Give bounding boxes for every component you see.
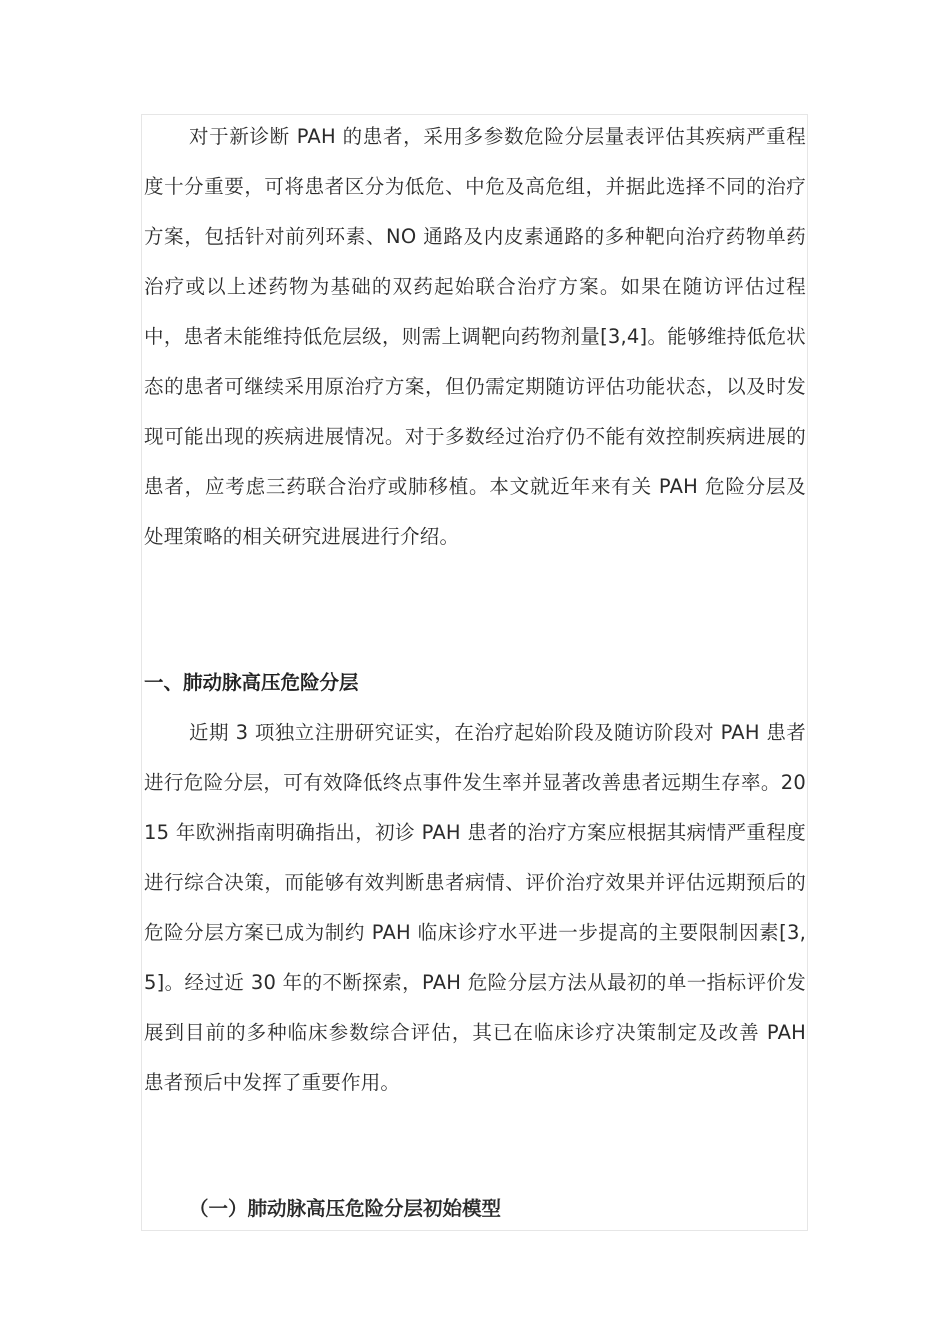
subsection-heading: （一）肺动脉高压危险分层初始模型 (189, 1197, 502, 1220)
section-heading: 一、肺动脉高压危险分层 (144, 671, 359, 694)
intro-paragraph: 对于新诊断 PAH 的患者，采用多参数危险分层量表评估其疾病严重程度十分重要，可将患者区分为低危、中危及高危组，并据此选择不同的治疗方案，包括针对前列环素、NO 通路及内皮素通路的多种靶向治疗药物单药治疗或以上述药物为基础的双药起始联合治疗方案。如果在随访评估过程中，患者未能维持低危层级，则需上调靶向药物剂量[3,4]。能够维持低危状态的患者可继续采用原治疗方案，但仍需定期随访评估功能状态，以及时发现可能出现的疾病进展情况。对于多数经过治疗仍不能有效控制疾病进展的患者，应考虑三药联合治疗或肺移植。本文就近年来有关 PAH 危险分层及处理策略的相关研究进展进行介绍。 (144, 125, 806, 548)
document-body (144, 112, 806, 1234)
spacer (144, 562, 806, 658)
section-paragraph: 近期 3 项独立注册研究证实，在治疗起始阶段及随访阶段对 PAH 患者进行危险分层，可有效降低终点事件发生率并显著改善患者远期生存率。2015 年欧洲指南明确指出，初诊 PAH 患者的治疗方案应根据其病情严重程度进行综合决策，而能够有效判断患者病情、评价治疗效果并评估远期预后的危险分层方案已成为制约 PAH 临床诊疗水平进一步提高的主要限制因素[3,5]。经过近 30 年的不断探索，PAH 危险分层方法从最初的单一指标评价发展到目前的多种临床参数综合评估，其已在临床诊疗决策制定及改善 PAH 患者预后中发挥了重要作用。 (144, 721, 806, 1094)
spacer (144, 1108, 806, 1184)
